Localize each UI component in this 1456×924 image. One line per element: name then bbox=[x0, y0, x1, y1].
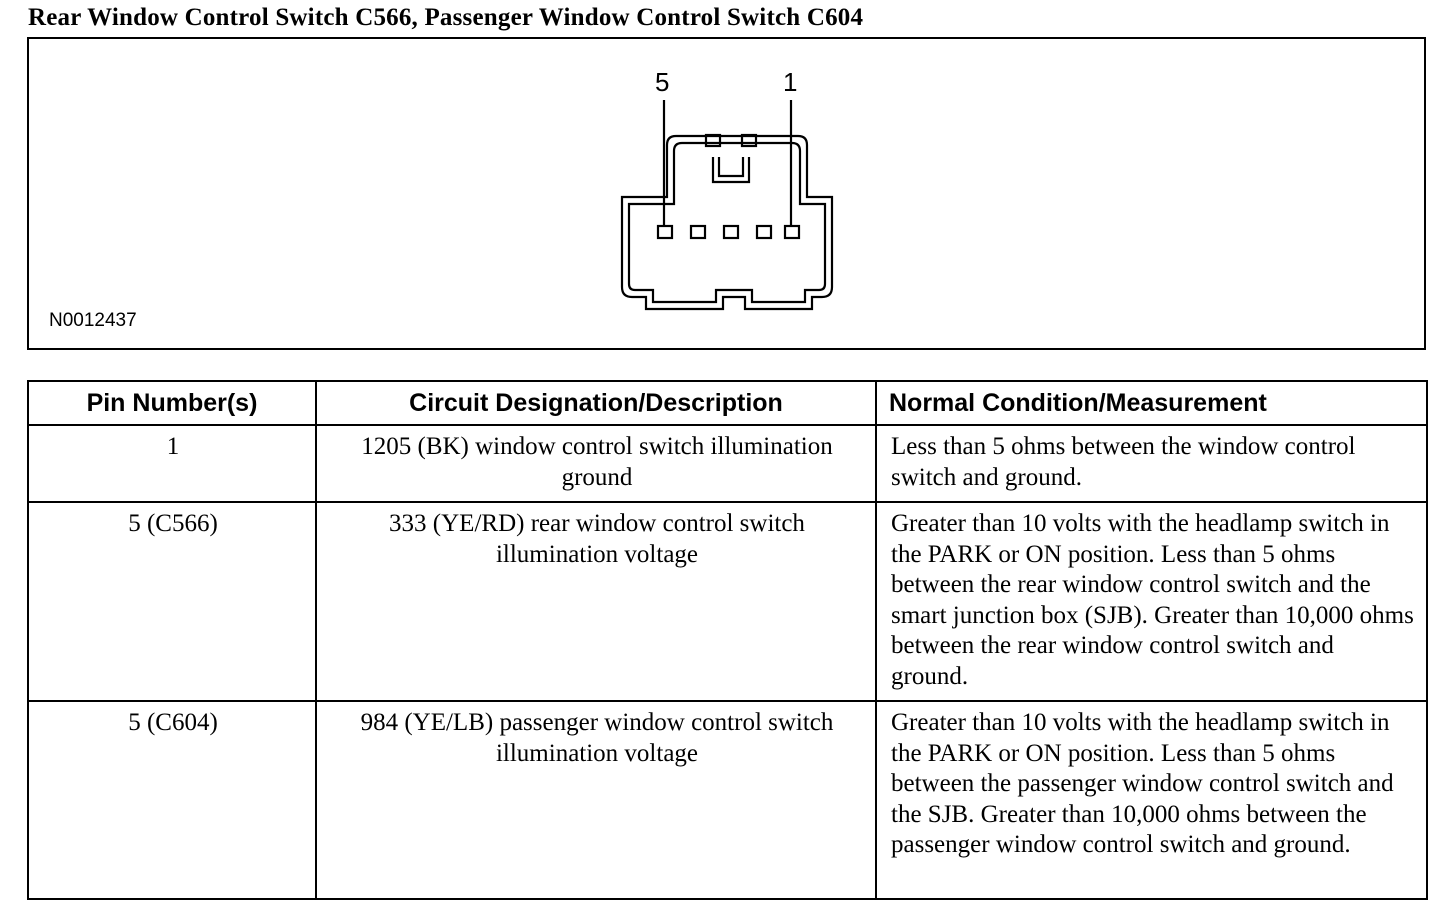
pin-table bbox=[27, 380, 1428, 900]
pin-1-label: 1 bbox=[783, 67, 798, 97]
table-row bbox=[28, 425, 1427, 502]
connector-figure bbox=[27, 37, 1426, 350]
pin-cavity bbox=[658, 226, 672, 238]
measurement-cell: Less than 5 ohms between the window control switch and ground. bbox=[876, 425, 1427, 502]
pin-cavity bbox=[785, 226, 799, 238]
connector-diagram bbox=[29, 39, 1424, 348]
pin-cell: 5 (C566) bbox=[28, 502, 316, 701]
pin-cell: 5 (C604) bbox=[28, 701, 316, 899]
pin-5-label: 5 bbox=[655, 67, 670, 97]
pin-cell: 1 bbox=[28, 425, 316, 502]
figure-id: N0012437 bbox=[49, 310, 137, 331]
table-header-row bbox=[28, 381, 1427, 425]
circuit-cell: 333 (YE/RD) rear window control switch illumination voltage bbox=[316, 502, 876, 701]
pin-cavity bbox=[757, 226, 771, 238]
table-row bbox=[28, 701, 1427, 899]
column-header-pin: Pin Number(s) bbox=[28, 381, 316, 425]
pin-cavity bbox=[724, 226, 738, 238]
column-header-measurement: Normal Condition/Measurement bbox=[876, 381, 1427, 425]
column-header-circuit: Circuit Designation/Description bbox=[316, 381, 876, 425]
page-title: Rear Window Control Switch C566, Passenger Window Control Switch C604 bbox=[28, 4, 864, 31]
table-row bbox=[28, 502, 1427, 701]
connector-inner-housing bbox=[629, 143, 825, 302]
circuit-cell: 1205 (BK) window control switch illumination ground bbox=[316, 425, 876, 502]
measurement-cell: Greater than 10 volts with the headlamp switch in the PARK or ON position. Less than 5 ohms between the rear window control switch and the smart junction box (SJB). Greater than 10,000 ohms between the rear window control switch and ground. bbox=[876, 502, 1427, 701]
pin-cavity bbox=[691, 226, 705, 238]
circuit-cell: 984 (YE/LB) passenger window control switch illumination voltage bbox=[316, 701, 876, 899]
measurement-cell: Greater than 10 volts with the headlamp switch in the PARK or ON position. Less than 5 ohms between the passenger window control switch and the SJB. Greater than 10,000 ohms between the passenger window control switch and ground. bbox=[876, 701, 1427, 899]
